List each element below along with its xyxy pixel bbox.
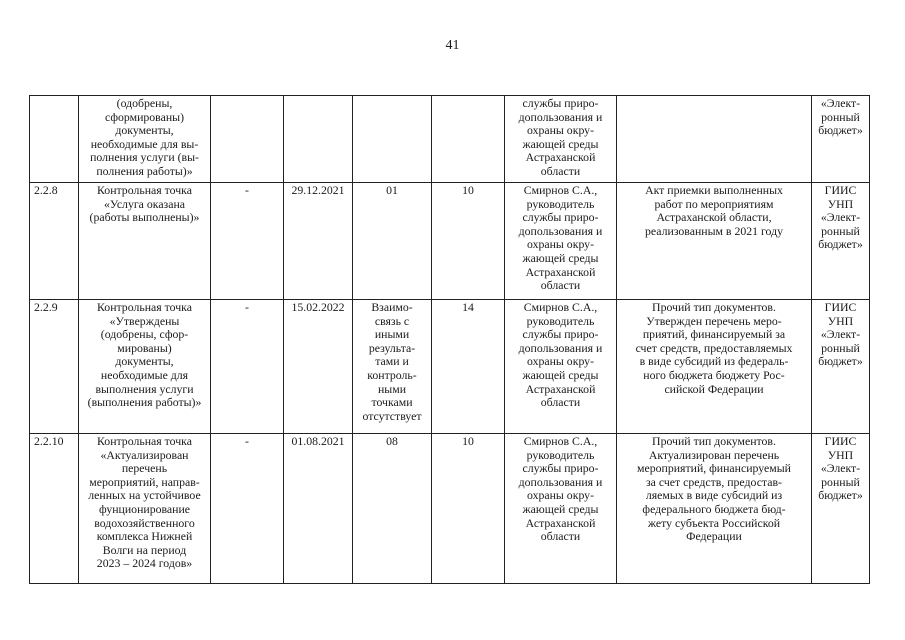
dash-cell: - [211,434,284,584]
number-cell: 14 [432,300,505,434]
dash-cell: - [211,183,284,300]
page-number: 41 [445,38,460,53]
link-cell: 08 [353,434,432,584]
date-cell [284,96,353,183]
system-cell: ГИИС УНП «Элект- ронный бюджет» [812,183,870,300]
responsible-cell: Смирнов С.А., руководитель службы приро- допользования и охраны окру- жающей среды Астраханской области [505,183,617,300]
link-cell: 01 [353,183,432,300]
link-cell [353,96,432,183]
dash-cell: - [211,300,284,434]
document-cell: Прочий тип документов. Актуализирован перечень мероприятий, финансируемый за счет средств, предостав- ляемых в виде субсидий из федерального бюджета бюд- жету субъекта Российской Федерации [617,434,812,584]
number-cell: 10 [432,183,505,300]
dash-cell [211,96,284,183]
plan-table [29,95,870,584]
control-point-name-cell: (одобрены, сформированы) документы, необходимые для вы- полнения услуги (вы- полнения работы)» [79,96,211,183]
system-cell: ГИИС УНП «Элект- ронный бюджет» [812,300,870,434]
number-cell: 10 [432,434,505,584]
document-cell: Прочий тип документов. Утвержден перечень меро- приятий, финансируемый за счет средств, предоставляемых в виде субсидий из федераль- ного бюджета бюджету Рос- сийской Федерации [617,300,812,434]
document-cell [617,96,812,183]
date-cell: 01.08.2021 [284,434,353,584]
control-point-name-cell: Контрольная точка «Актуализирован перечень мероприятий, направ- ленных на устойчивое фунционирование водохозяйственного комплекса Нижней Волги на период 2023 – 2024 годов» [79,434,211,584]
control-point-name-cell: Контрольная точка «Утверждены (одобрены, сфор- мированы) документы, необходимые для выполнения услуги (выполнения работы)» [79,300,211,434]
responsible-cell: Смирнов С.А., руководитель службы приро- допользования и охраны окру- жающей среды Астраханской области [505,434,617,584]
row-code-cell: 2.2.9 [30,300,79,434]
responsible-cell: службы приро- допользования и охраны окру- жающей среды Астраханской области [505,96,617,183]
row-code-cell: 2.2.8 [30,183,79,300]
table-row [30,434,870,584]
table-row [30,96,870,183]
row-code-cell [30,96,79,183]
system-cell: ГИИС УНП «Элект- ронный бюджет» [812,434,870,584]
number-cell [432,96,505,183]
date-cell: 15.02.2022 [284,300,353,434]
date-cell: 29.12.2021 [284,183,353,300]
responsible-cell: Смирнов С.А., руководитель службы приро- допользования и охраны окру- жающей среды Астраханской области [505,300,617,434]
row-code-cell: 2.2.10 [30,434,79,584]
system-cell: «Элект- ронный бюджет» [812,96,870,183]
document-cell: Акт приемки выполненных работ по мероприятиям Астраханской области, реализованным в 2021 году [617,183,812,300]
control-point-name-cell: Контрольная точка «Услуга оказана (работы выполнены)» [79,183,211,300]
link-cell: Взаимо- связь с иными результа- тами и контроль- ными точками отсутствует [353,300,432,434]
table-row [30,300,870,434]
table-row [30,183,870,300]
